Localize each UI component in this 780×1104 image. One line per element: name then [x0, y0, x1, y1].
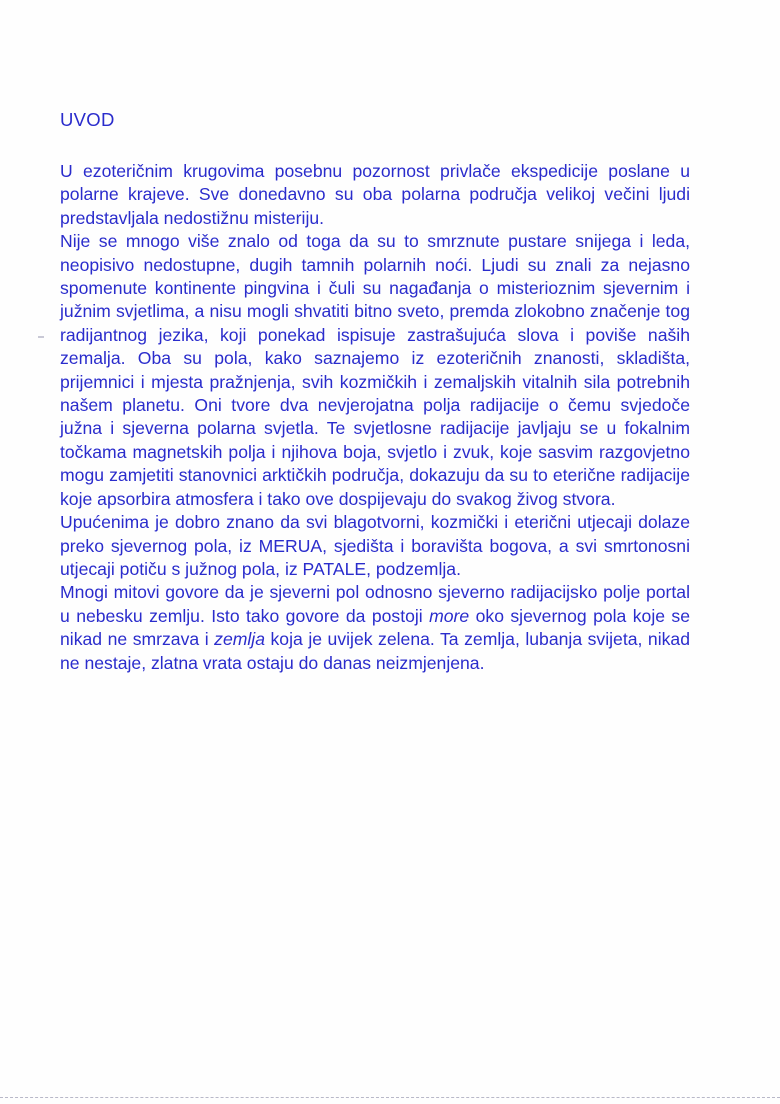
body-text [60, 160, 690, 675]
page-title: UVOD [60, 109, 115, 130]
paragraph-myths-text-1: Mnogi mitovi govore da je sjeverni pol odnosno sjeverno radijacijsko polje portal u nebesku zemlju. Isto tako govore da postoji [60, 582, 690, 626]
scan-artifact [38, 336, 44, 338]
paragraph-polar-lights: Nije se mnogo više znalo od toga da su to smrznute pustare snijega i leda, neopisivo nedostupne, dugih tamnih polarnih noći. Ljudi su znali za nejasno spomenute kontinente pingvina i čuli su nagađanja o misterioznim sjevernim i južnim svjetlima, a nisu mogli shvatiti bitno sveto, premda zlokobno značenje tog radijantnog jezika, koji ponekad ispisuje zastrašujuća slova i poviše naših zemalja. Oba su pola, kako saznajemo iz ezoteričnih znanosti, skladišta, prijemnici i mjesta pražnjenja, svih kozmičkih i zemaljskih vitalnih sila potrebnih našem planetu. Oni tvore dva nevjerojatna polja radijacije o čemu svjedoče južna i sjeverna polarna svjetla. Te svjetlosne radijacije javljaju se u fokalnim točkama magnetskih polja i njihova boja, svjetlo i zvuk, koje sasvim razgovjetno mogu zamjetiti stanovnici arktičkih područja, dokazuju da su to eterične radijacije koje apsorbira atmosfera i tako ove dospijevaju do svakog živog stvora. [60, 231, 690, 509]
paragraph-meru-patala: Upućenima je dobro znano da svi blagotvorni, kozmički i eterični utjecaji dolaze preko sjevernog pola, iz MERUA, sjedišta i boravišta bogova, a svi smrtonosni utjecaji potiču s južnog pola, iz PATALE, podzemlja. [60, 512, 690, 579]
paragraph-myths [60, 581, 690, 675]
paragraph-myths-text-3: koja je uvijek zelena. Ta zemlja, lubanja svijeta, nikad ne nestaje, zlatna vrata ostaju do danas neizmjenjena. [60, 629, 690, 673]
italic-word-more: more [429, 605, 470, 626]
italic-word-zemlja: zemlja [214, 629, 265, 650]
scan-edge-line [0, 1097, 780, 1098]
paragraph-intro: U ezoteričnim krugovima posebnu pozornost privlače ekspedicije poslane u polarne krajeve. Sve donedavno su oba polarna područja velikoj večini ljudi predstavljala nedostižnu misteriju. [60, 161, 690, 228]
paragraph-myths-text-2: oko sjevernog pola koje se nikad ne smrzava i [60, 605, 690, 650]
